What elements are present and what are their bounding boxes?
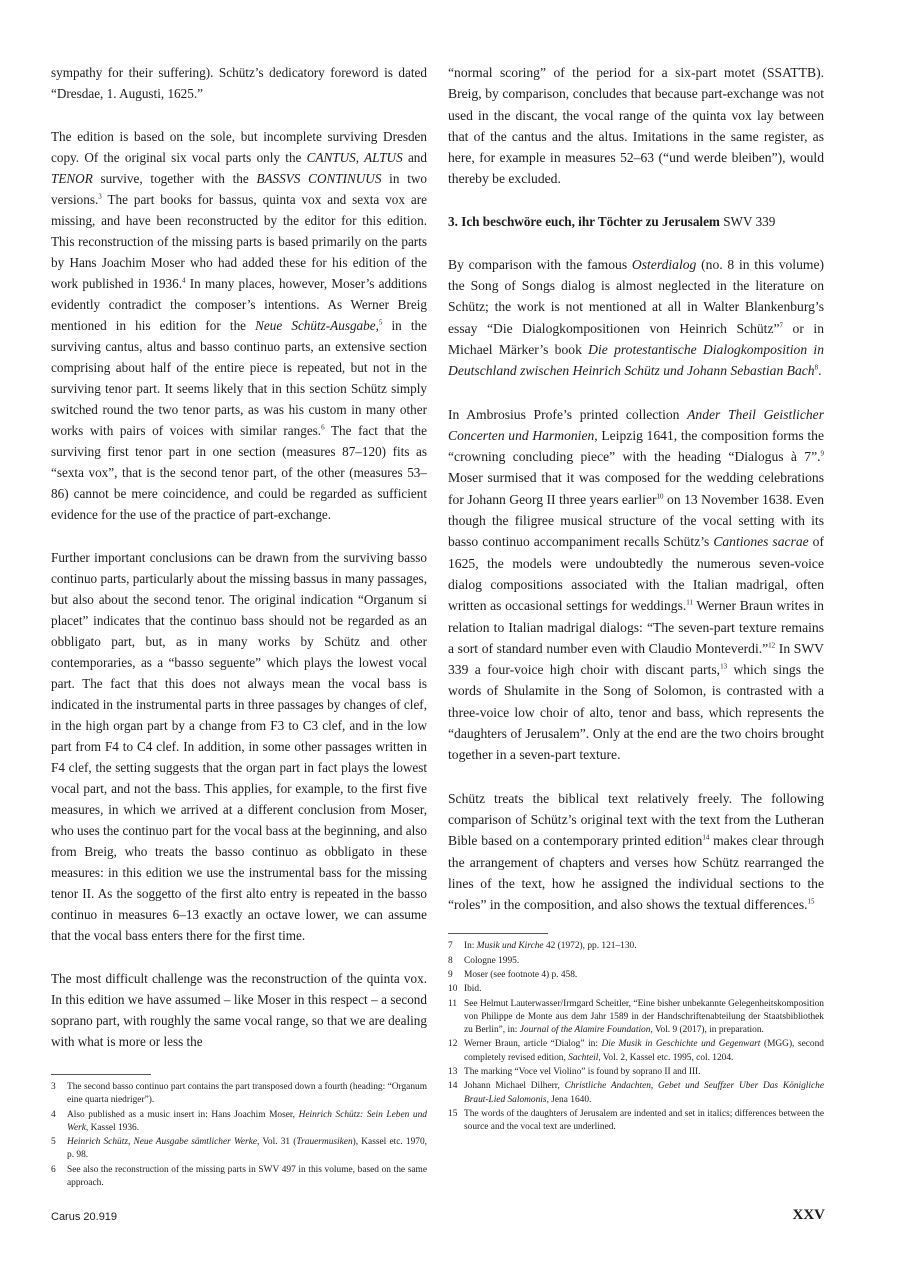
footnote-ref: 10 — [656, 492, 664, 501]
footnote: 5 Heinrich Schütz, Neue Ausgabe sämtlicher Werke, Vol. 31 (Trauermusiken), Kassel etc. 1970, p. 98. — [51, 1137, 427, 1161]
footnote-ref: 15 — [807, 897, 815, 906]
footnote: 6 See also the reconstruction of the missing parts in SWV 497 in this volume, based on the same approach. — [51, 1164, 427, 1189]
footnote-ref: 8 — [814, 363, 819, 372]
footnote: 12 Werner Braun, article “Dialog” in: Die Musik in Geschichte und Gegenwart (MGG), second completely revised edition, Sachteil, Vol. 2, Kassel etc. 1995, col. 1204. — [448, 1039, 824, 1063]
footnote: 15 The words of the daughters of Jerusalem are indented and set in italics; differences between the source and the vocal text are underlined. — [448, 1108, 824, 1133]
paragraph: In Ambrosius Profe’s printed collection Ander Theil Geistlicher Concerten und Harmonien, Leipzig 1641, the composition forms the “crowning concluding piece” with the heading “Dialogus à 7”.$^9$ Moser surmised that it was composed for the wedding celebrations for Johann Georg II three years earlier$^{10}$ on 13 November 1638. Even though the filigree musical structure of the vocal setting with its basso continuo accompaniment recalls Schütz’s Cantiones sacrae of 1625, the models were undoubtedly the numerous seven-voice dialog compositions associated with the Italian madrigal, often written as occasional settings for weddings.$^{11}$ Werner Braun writes in relation to Italian madrigal dialogs: “The seven-part texture remains a sort of standard number even with Claudio Monteverdi.”$^{12}$ In SWV 339 a four-voice high choir with discant parts,$^{13}$ which sings the words of Shulamite in the Song of Solomon, is contrasted with a three-voice low choir of alto, tenor and bass, which represents the “daughters of Jerusalem”. Only at the end are the two choirs brought together in a seven-part texture. — [448, 406, 824, 763]
footnote: 7 In: Musik und Kirche 42 (1972), pp. 121–130. — [448, 941, 637, 952]
footnote-ref: 7 — [779, 321, 784, 330]
footnote-ref: 11 — [686, 598, 694, 607]
right-column — [448, 62, 824, 1136]
footnote: 10 Ibid. — [448, 984, 482, 995]
footnote-ref: 4 — [182, 276, 186, 285]
footnote-divider — [51, 1074, 151, 1075]
footnote-ref: 9 — [820, 449, 824, 458]
footnote-ref: 5 — [378, 318, 383, 327]
footnote-ref: 14 — [702, 833, 710, 842]
publisher-catalog-number: Carus 20.919 — [51, 1211, 118, 1223]
paragraph: sympathy for their suffering). Schütz’s dedicatory foreword is dated “Dresdae, 1. Augusti, 1625.” — [51, 65, 427, 101]
footnote: 9 Moser (see footnote 4) p. 458. — [448, 969, 578, 980]
footnote-ref: 13 — [720, 662, 728, 671]
footnote: 8 Cologne 1995. — [448, 955, 520, 966]
paragraph: “normal scoring” of the period for a six-part motet (SSATTB). Breig, by comparison, concludes that because part-exchange was not used in the discant, the vocal range of the quinta vox lay between that of the cantus and the altus. Imitations in the same register, as here, for example in measures 52–63 (“und werde bleiben”), would thereby be excluded. — [448, 65, 824, 187]
paragraph: The most difficult challenge was the reconstruction of the quinta vox. In this edition we have assumed – like Moser in this respect – a second soprano part, with roughly the same vocal range, so that we are dealing with what is more or less the — [51, 971, 427, 1049]
footnote-divider — [448, 933, 548, 934]
footnote-ref: 6 — [321, 423, 325, 432]
footnote: 14 Johann Michael Dilherr, Christliche Andachten, Gebet und Seuffzer Uber Das Königliche Braut-Lied Salomonis, Jena 1640. — [448, 1081, 824, 1105]
page-number: XXV — [792, 1207, 825, 1223]
footnotes — [448, 940, 824, 1134]
footnote: 4 Also published as a music insert in: Hans Joachim Moser, Heinrich Schütz: Sein Leben und Werk, Kassel 1936. — [51, 1109, 427, 1133]
page-footer — [51, 1207, 825, 1229]
paragraph: The edition is based on the sole, but incomplete surviving Dresden copy. Of the original six vocal parts only the CANTUS, ALTUS and TENOR survive, together with the BASSVS CONTINUUS in two versions.$^3$ The part books for bassus, quinta vox and sexta vox are missing, and have been reconstructed by the editor for this edition. This reconstruction of the missing parts is based primarily on the parts by Hans Joachim Moser who had added these for his edition of the work published in 1936.$^4$ In many places, however, Moser’s additions evidently contradict the composer’s intentions. As Werner Breig mentioned in his edition for the Neue Schütz-Ausgabe,$^5$ in the surviving cantus, altus and basso continuo parts, an extensive section comprising about half of the entire piece is repeated, but not in the surviving tenor part. It seems likely that in this section Schütz simply switched round the two tenor parts, as was his custom in many other works with pairs of voices with similar ranges.$^6$ The fact that the surviving first tenor part in one section (measures 87–120) fits as “sexta vox”, that is the second tenor part, of the other (measures 53–86) cannot be mere coincidence, and could be regarded as sufficient evidence for the use of the practice of part-exchange. — [51, 129, 427, 522]
paragraph: By comparison with the famous Osterdialog (no. 8 in this volume) the Song of Songs dialog is almost neglected in the literature on Schütz; the work is not mentioned at all in Walter Blankenburg’s essay “Die Dialogkompositionen von Heinrich Schütz”$^7$ or in Michael Märker’s book Die protestantische Dialogkomposition in Deutschland zwischen Heinrich Schütz und Johann Sebastian Bach$^8$. — [448, 256, 825, 379]
footnote: 3 The second basso continuo part contains the part transposed down a fourth (heading: “Organum eine quarta niedriger”). — [51, 1082, 427, 1106]
footnote: 11 See Helmut Lauterwasser/Irmgard Scheitler, “Eine bisher unbekannte Gelegenheitskomposition von Philippe de Monte aus dem Jahr 1589 in der Handschriftenabteilung der Staatsbibliothek zu Berlin”, in: Journal of the Alamire Foundation, Vol. 9 (2017), in preparation. — [448, 998, 824, 1036]
footnote-ref: 3 — [98, 192, 102, 201]
footnote-ref: 12 — [768, 641, 776, 650]
footnote: 13 The marking “Voce vel Violino” is found by soprano II and III. — [448, 1067, 701, 1078]
footnotes — [51, 1081, 427, 1190]
paragraph: Schütz treats the biblical text relatively freely. The following comparison of Schütz’s original text with the text from the Lutheran Bible based on a contemporary printed edition$^{14}$ makes clear through the arrangement of chapters and verses how Schütz rearranged the lines of the text, how he assigned the individual sections to the “roles” in the composition, and also shows the textual differences.$^{15}$ — [448, 790, 824, 913]
section-heading: 3. Ich beschwöre euch, ihr Töchter zu Jerusalem SWV 339 — [448, 213, 776, 229]
left-column — [51, 62, 427, 1191]
paragraph: Further important conclusions can be drawn from the surviving basso continuo parts, particularly about the missing bassus in many passages, but also about the second tenor. The original indication “Organum si placet” indicates that the continuo bass should not be regarded as an obbligato part, but, as in many works by Schütz and other contemporaries, as a “basso seguente” which plays the lowest vocal part. The fact that this does not always mean the vocal bass is indicated in the instrumental parts in three passages by changes of clef, in the high organ part by a change from F3 to C3 clef, and in the low part from F4 to C4 clef. In addition, in some other passages written in F4 clef, the setting suggests that the organ part in fact plays the lowest vocal part, and not the bass. This applies, for example, to the first five measures, in which we arrived at a different conclusion from Moser, who uses the continuo part for the vocal bass at the beginning, and also from Breig, who treats the basso continuo as obbligato in these measures: in this edition we use the instrumental bass for the missing tenor II. As the soggetto of the first alto entry is repeated in the basso continuo in measures 6–13 exactly an octave lower, we can assume that the vocal bass enters there for the first time. — [51, 550, 427, 943]
